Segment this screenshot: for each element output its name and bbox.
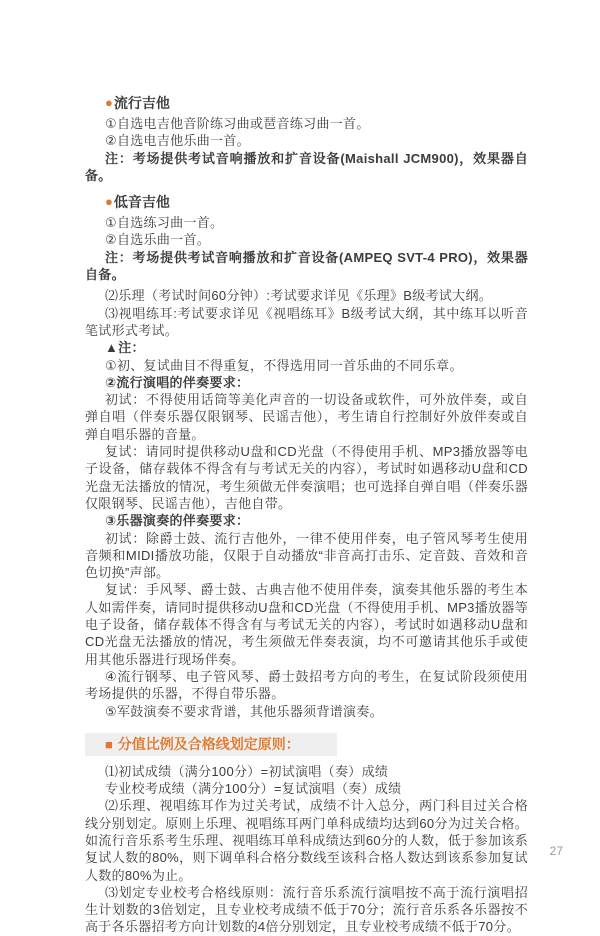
bass-guitar-item-2: ②自选乐曲一首。 (105, 232, 211, 248)
paragraph-solfege-ear-training: ⑶视唱练耳:考试要求详见《视唱练耳》B级考试大纲，其中练耳以听音笔试形式考试。 (85, 305, 528, 338)
note-item-4: ④流行钢琴、电子管风琴、爵士鼓招考方向的考生，在复试阶段须使用考场提供的乐器，不得自带乐器。 (85, 668, 528, 702)
document-content (85, 93, 528, 936)
pop-guitar-note: 注：考场提供考试音响播放和扩音设备(Maishall JCM900)，效果器自备。 (85, 150, 528, 183)
scoring-paragraph-2: ⑵乐理、视唱练耳作为过关考试，成绩不计入总分，两门科目过关合格线分别划定。原则上乐理、视唱练耳两门单科成绩均达到60分为过关合格。如流行音乐系考生乐理、视唱练耳单科成绩达到60分的人数，低于参加该系复试人数的80%，则下调单科合格分数线至该科合格人数达到该系参加复试人数的80%为止。 (85, 798, 528, 883)
note-item-1: ①初、复试曲目不得重复，不得选用同一首乐曲的不同乐章。 (105, 357, 463, 373)
circle-bullet-icon: ● (105, 194, 113, 210)
pop-guitar-item-2: ②自选电吉他乐曲一首。 (105, 133, 250, 149)
scoring-paragraph-1b: 专业校考成绩（满分100分）=复试演唱（奏）成绩 (105, 781, 402, 797)
bass-guitar-item-1: ①自选练习曲一首。 (105, 215, 224, 231)
section-heading-bass-guitar (85, 192, 528, 212)
section-heading-pop-guitar (85, 93, 528, 113)
circle-bullet-icon: ● (105, 95, 113, 110)
paragraph-music-theory: ⑵乐理（考试时间60分钟）:考试要求详见《乐理》B级考试大纲。 (105, 288, 493, 304)
note-item-3-second-round: 复试：手风琴、爵士鼓、古典吉他不使用伴奏，演奏其他乐器的考生本人如需伴奏，请同时提供移动U盘和CD光盘（不得使用手机、MP3播放器等电子设备，储存载体不得含有与考试无关的内容），考试时如遇移动U盘和CD光盘无法播放的情况，考生须做无伴奏表演，均不可邀请其他乐手或使用其他乐器进行现场伴奏。 (85, 582, 528, 667)
note-item-2-first-round: 初试：不得使用话筒等美化声音的一切设备或软件，可外放伴奏，或自弹自唱（伴奏乐器仅限钢琴、民谣吉他），考生请自行控制好外放伴奏或自弹自唱乐器的音量。 (85, 392, 528, 442)
pop-guitar-item-1: ①自选电吉他音阶练习曲或琶音练习曲一首。 (105, 116, 370, 131)
scoring-paragraph-1: ⑴初试成绩（满分100分）=初试演唱（奏）成绩 (105, 763, 389, 779)
square-bullet-icon: ■ (105, 736, 113, 752)
note-item-5: ⑤军鼓演奏不要求背谱，其他乐器须背谱演奏。 (105, 703, 383, 719)
note-item-3-first-round: 初试：除爵士鼓、流行吉他外，一律不使用伴奏，电子管风琴考生使用音频和MIDI播放功能，仅限于自动播放“非音高打击乐、定音鼓、音效和音色切换”声部。 (85, 530, 528, 581)
page-number: 27 (549, 844, 563, 858)
scoring-paragraph-3: ⑶划定专业校考合格线原则：流行音乐系流行演唱按不高于流行演唱招生计划数的3倍划定，且专业校考成绩不低于70分；流行音乐系各乐器按不高于各乐器招考方向计划数的4倍分别划定，且专业校考成绩不低于70分。 (85, 884, 528, 935)
bass-guitar-note: 注：考场提供考试音响播放和扩音设备(AMPEQ SVT-4 PRO)，效果器自备。 (85, 249, 528, 283)
section-header-scoring-title: 分值比例及合格线划定原则： (117, 735, 300, 752)
note-item-2: ②流行演唱的伴奏要求： (105, 374, 250, 390)
section-header-scoring (85, 733, 337, 756)
section-title-pop-guitar: 流行吉他 (113, 95, 170, 111)
section-title-bass-guitar: 低音吉他 (113, 194, 170, 211)
notes-label: ▲注： (105, 340, 145, 356)
note-item-3: ③乐器演奏的伴奏要求： (105, 513, 250, 529)
note-item-2-second-round: 复试：请同时提供移动U盘和CD光盘（不得使用手机、MP3播放器等电子设备，储存载体不得含有与考试无关的内容），考试时如遇移动U盘和CD光盘无法播放的情况，考生须做无伴奏演唱；也可选择自弹自唱（伴奏乐器仅限钢琴、民谣吉他），吉他自带。 (85, 444, 528, 511)
